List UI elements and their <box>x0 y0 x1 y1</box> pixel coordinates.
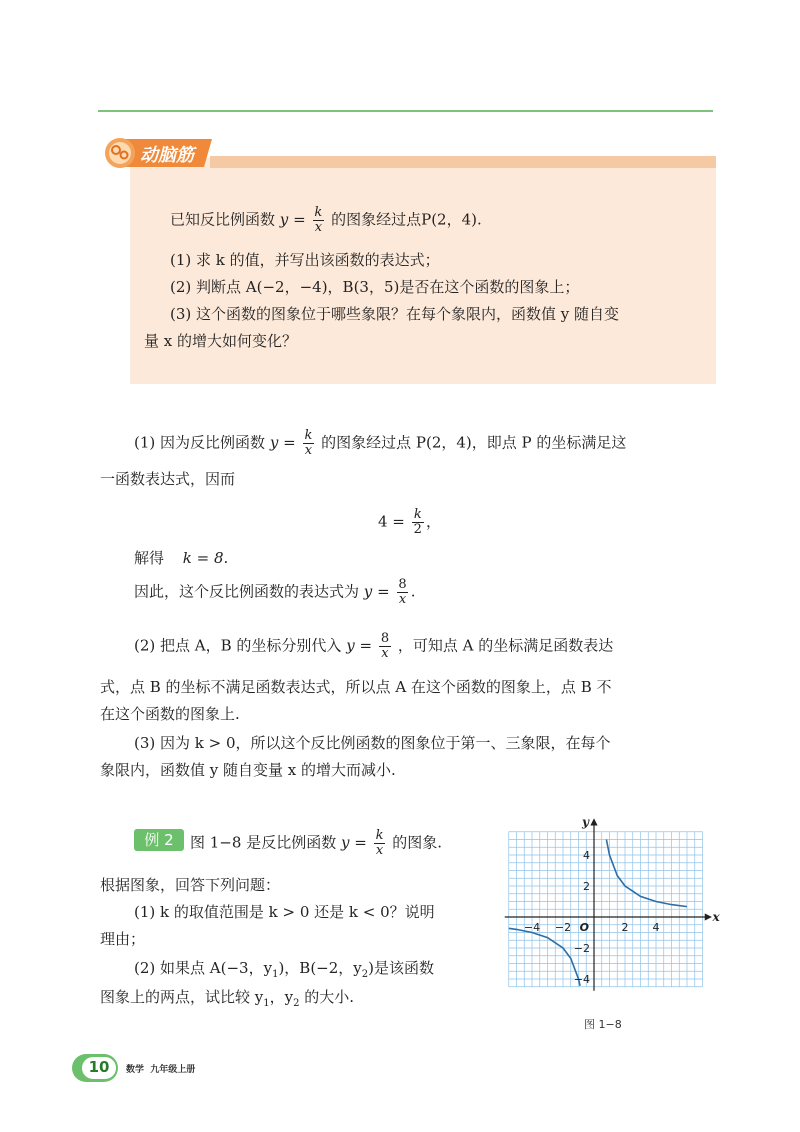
solve-label: 解得 <box>134 549 165 567</box>
curve-branch-2 <box>509 928 580 986</box>
solution-2-eq: = <box>359 636 373 655</box>
fraction-numerator: k <box>413 507 422 522</box>
example-2-line1 <box>190 829 442 858</box>
x-tick-label: −2 <box>554 921 572 934</box>
q2-text-b: )，B(−2，y <box>278 959 362 977</box>
think-intro-fraction <box>312 206 324 235</box>
think-box-header <box>100 135 220 171</box>
solution-1-eq: = <box>283 433 296 452</box>
solution-2-line3: 在这个函数的图象上. <box>100 705 240 723</box>
graph-caption: 图 1−8 <box>584 1018 622 1031</box>
y-tick-label: 2 <box>583 880 590 893</box>
think-q1: (1) 求 k 的值，并写出该函数的表达式； <box>170 251 440 269</box>
q2-text-d: 图象上的两点，试比较 y <box>100 988 264 1006</box>
origin-label: O <box>579 921 589 934</box>
q2-subscript: 2 <box>293 998 300 1009</box>
solution-1-line2: 一函数表达式，因而 <box>100 470 236 488</box>
fraction-denominator: x <box>398 592 407 607</box>
reciprocal-function-graph <box>490 805 720 1005</box>
x-tick-label: −4 <box>523 921 541 934</box>
solution-2 <box>134 632 613 661</box>
q2-text-f: 的大小. <box>299 988 355 1006</box>
top-rule <box>98 110 713 112</box>
book-title: 数学 九年级上册 <box>126 1065 196 1075</box>
think-intro-y: y <box>279 210 289 229</box>
example-2-y: y <box>340 833 350 852</box>
y-tick-label: 4 <box>583 849 590 862</box>
conclusion-fraction <box>396 578 408 607</box>
q2-text-a: (2) 如果点 A(−3，y <box>134 959 273 977</box>
think-q2: (2) 判断点 A(−2，−4)，B(3，5)是否在这个函数的图象上； <box>170 278 580 296</box>
example-2-line2: 根据图象，回答下列问题： <box>100 876 281 894</box>
solve-value: k = 8. <box>182 549 229 567</box>
fraction-numerator: 8 <box>398 577 407 592</box>
fraction-numerator: k <box>375 828 384 843</box>
q2-text-c: )是该函数 <box>368 959 434 977</box>
y-tick-label: −2 <box>573 942 590 955</box>
example-2-q1-line1: (1) k 的取值范围是 k > 0 还是 k < 0？说明 <box>134 903 435 921</box>
fraction-denominator: x <box>381 646 389 661</box>
conclusion-end: . <box>410 582 416 601</box>
q2-text-e: ，y <box>269 988 294 1006</box>
solution-3-line1: (3) 因为 k > 0，所以这个反比例函数的图象位于第一、三象限，在每个 <box>134 734 611 752</box>
solution-2-y: y <box>346 636 355 655</box>
fraction-denominator: x <box>314 220 323 235</box>
page-number: 10 <box>88 1058 110 1076</box>
think-q3-line1: (3) 这个函数的图象位于哪些象限？在每个象限内，函数值 y 随自变 <box>170 305 620 323</box>
equation <box>378 508 441 537</box>
solution-2-fraction <box>379 632 391 661</box>
conclusion-y: y <box>363 582 373 601</box>
solution-2-text: (2) 把点 A，B 的坐标分别代入 <box>134 636 342 655</box>
example-2-q1-line2: 理由； <box>100 930 146 948</box>
q2-subscript: 1 <box>263 998 270 1009</box>
think-intro-text-2: 的图象经过点 <box>331 210 422 229</box>
q2-subscript: 1 <box>272 969 279 980</box>
solution-1-text-2: 的图象经过点 P(2，4)，即点 P 的坐标满足这 <box>321 433 627 452</box>
example-2-text: 图 1−8 是反比例函数 <box>190 833 337 852</box>
example-2-q2-line1 <box>134 957 434 986</box>
example-badge-label: 例 2 <box>144 831 174 849</box>
solve-line <box>134 547 228 569</box>
solution-2-text-2: ，可知点 A 的坐标满足函数表达 <box>397 636 614 655</box>
think-intro-text: 已知反比例函数 <box>170 210 276 229</box>
example-2-fraction <box>374 829 386 858</box>
example-2-text-2: 的图象. <box>392 833 443 852</box>
example-2-eq: = <box>354 833 367 852</box>
fraction-denominator: x <box>304 443 313 458</box>
conclusion-line <box>134 578 415 607</box>
fraction-denominator: 2 <box>413 522 422 537</box>
think-box-title: 动脑筋 <box>140 145 194 166</box>
solution-1-text: (1) 因为反比例函数 <box>134 433 266 452</box>
think-intro-eq: = <box>293 210 306 229</box>
conclusion-text: 因此，这个反比例函数的表达式为 <box>134 582 360 601</box>
solution-1-y: y <box>269 433 279 452</box>
think-box-bar <box>210 156 716 168</box>
think-intro <box>170 206 482 235</box>
x-tick-label: 4 <box>652 921 660 934</box>
solution-3-line2: 象限内，函数值 y 随自变量 x 的增大而减小. <box>100 761 396 779</box>
conclusion-eq: = <box>377 582 390 601</box>
fraction-numerator: k <box>304 428 313 443</box>
fraction-numerator: k <box>314 205 323 220</box>
equation-left: 4 = <box>378 512 405 531</box>
fraction-denominator: x <box>375 843 384 858</box>
x-tick-label: 2 <box>621 921 629 934</box>
y-tick-label: −4 <box>573 973 590 986</box>
y-axis-label: y <box>582 814 589 829</box>
think-q3-line2: 量 x 的增大如何变化？ <box>144 332 297 350</box>
curve-branch-1 <box>606 840 687 907</box>
equation-comma: ， <box>425 512 441 531</box>
solution-2-line2: 式，点 B 的坐标不满足函数表达式，所以点 A 在这个函数的图象上，点 B 不 <box>100 678 612 696</box>
fraction-numerator: 8 <box>380 631 390 646</box>
x-axis-label: x <box>712 910 720 924</box>
equation-fraction <box>412 508 424 537</box>
solution-1-fraction <box>302 429 314 458</box>
q2-subscript: 2 <box>361 969 369 980</box>
think-intro-point: P(2，4). <box>421 210 482 229</box>
example-2-q2-line2 <box>100 986 354 1015</box>
solution-1 <box>134 429 626 458</box>
